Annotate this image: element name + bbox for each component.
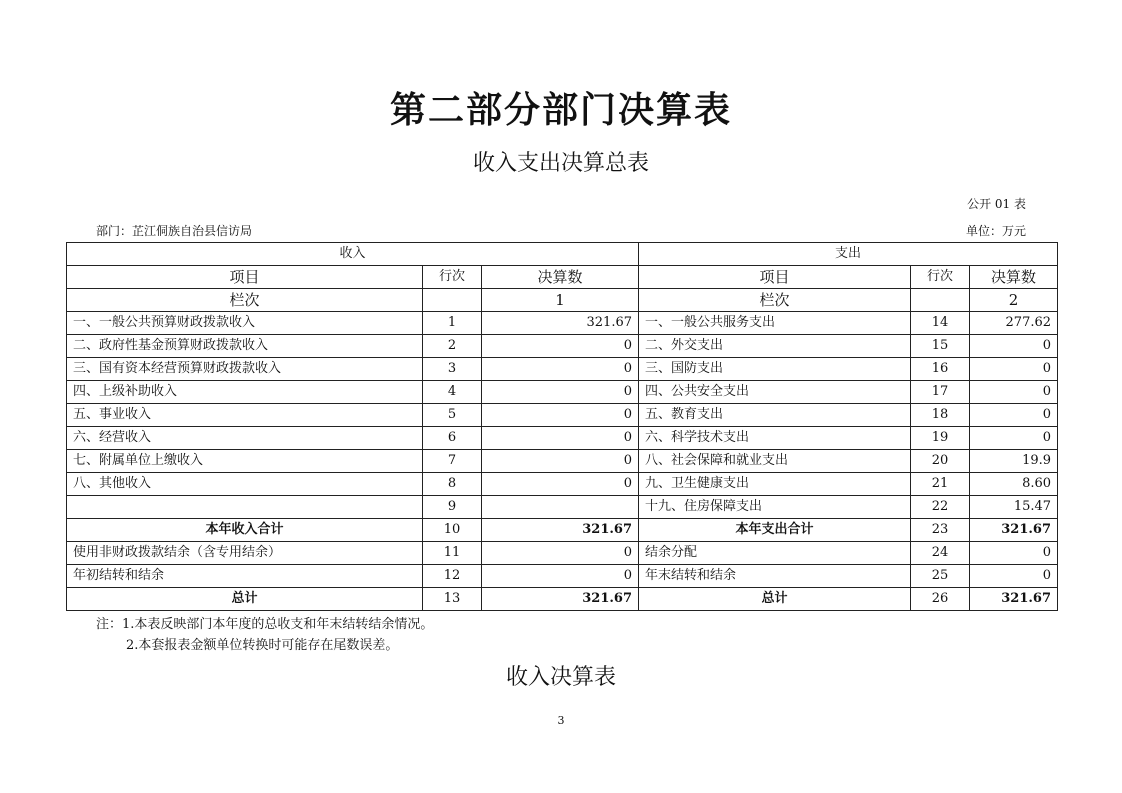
income-line-no: 8 (423, 473, 482, 496)
income-line-no: 12 (423, 565, 482, 588)
expense-item: 结余分配 (639, 542, 911, 565)
table-row (67, 473, 1058, 496)
income-amount: 0 (482, 542, 639, 565)
income-line-no: 5 (423, 404, 482, 427)
expense-amount: 0 (970, 358, 1058, 381)
note-2: 2.本套报表金额单位转换时可能存在尾数误差。 (126, 638, 399, 653)
expense-amount: 15.47 (970, 496, 1058, 519)
next-section-title: 收入决算表 (505, 665, 616, 690)
expense-item: 五、教育支出 (639, 404, 911, 427)
income-item: 总计 (67, 588, 423, 611)
expense-amount: 0 (970, 565, 1058, 588)
income-item: 八、其他收入 (67, 473, 423, 496)
income-line-no: 2 (423, 335, 482, 358)
summary-row (67, 519, 1058, 542)
expense-line-no: 26 (911, 588, 970, 611)
income-item (67, 496, 423, 519)
income-amount: 321.67 (482, 312, 639, 335)
expense-line-no: 24 (911, 542, 970, 565)
expense-amount: 0 (970, 427, 1058, 450)
expense-amount: 19.9 (970, 450, 1058, 473)
expense-line-no: 25 (911, 565, 970, 588)
income-item: 年初结转和结余 (67, 565, 423, 588)
expense-item: 十九、住房保障支出 (639, 496, 911, 519)
note-1: 注：1.本表反映部门本年度的总收支和年末结转结余情况。 (96, 617, 434, 632)
table-row (67, 542, 1058, 565)
expense-amount: 8.60 (970, 473, 1058, 496)
section-header-row (67, 243, 1058, 266)
expense-amount: 0 (970, 335, 1058, 358)
income-amount: 0 (482, 358, 639, 381)
expense-item: 九、卫生健康支出 (639, 473, 911, 496)
expense-item: 八、社会保障和就业支出 (639, 450, 911, 473)
income-line-no: 3 (423, 358, 482, 381)
income-item: 四、上级补助收入 (67, 381, 423, 404)
expense-amount: 321.67 (970, 588, 1058, 611)
income-item: 六、经营收入 (67, 427, 423, 450)
income-line-no: 6 (423, 427, 482, 450)
notes (96, 614, 433, 656)
expense-item: 三、国防支出 (639, 358, 911, 381)
page-title: 第二部分部门决算表 (389, 89, 732, 131)
expense-item: 六、科学技术支出 (639, 427, 911, 450)
income-item: 三、国有资本经营预算财政拨款收入 (67, 358, 423, 381)
income-line-no: 10 (423, 519, 482, 542)
income-amount: 0 (482, 473, 639, 496)
income-item: 本年收入合计 (67, 519, 423, 542)
expense-line-no: 20 (911, 450, 970, 473)
column-index-row (67, 289, 1058, 312)
expense-item-header: 项目 (639, 266, 911, 289)
expense-line-no: 19 (911, 427, 970, 450)
expense-line-header: 行次 (911, 266, 970, 289)
table-row (67, 565, 1058, 588)
expense-header: 支出 (639, 243, 1058, 266)
table-row (67, 427, 1058, 450)
summary-row (67, 588, 1058, 611)
income-amount-header: 决算数 (482, 266, 639, 289)
income-header: 收入 (67, 243, 639, 266)
expense-amount: 0 (970, 404, 1058, 427)
expense-line-no: 22 (911, 496, 970, 519)
income-column-label: 栏次 (67, 289, 423, 312)
expense-item: 四、公共安全支出 (639, 381, 911, 404)
income-amount: 0 (482, 565, 639, 588)
empty-cell (423, 289, 482, 312)
income-item: 一、一般公共预算财政拨款收入 (67, 312, 423, 335)
department-label: 部门：芷江侗族自治县信访局 (96, 224, 253, 238)
income-line-no: 9 (423, 496, 482, 519)
expense-column-index: 2 (970, 289, 1058, 312)
expense-item: 二、外交支出 (639, 335, 911, 358)
income-item: 七、附属单位上缴收入 (67, 450, 423, 473)
income-amount: 0 (482, 450, 639, 473)
income-item: 二、政府性基金预算财政拨款收入 (67, 335, 423, 358)
expense-amount-header: 决算数 (970, 266, 1058, 289)
expense-line-no: 23 (911, 519, 970, 542)
expense-item: 年末结转和结余 (639, 565, 911, 588)
income-item: 五、事业收入 (67, 404, 423, 427)
income-line-no: 1 (423, 312, 482, 335)
expense-column-label: 栏次 (639, 289, 911, 312)
income-amount: 0 (482, 427, 639, 450)
expense-line-no: 15 (911, 335, 970, 358)
income-amount: 0 (482, 381, 639, 404)
table-row (67, 381, 1058, 404)
table-row (67, 450, 1058, 473)
income-amount: 321.67 (482, 519, 639, 542)
income-line-header: 行次 (423, 266, 482, 289)
income-line-no: 7 (423, 450, 482, 473)
income-column-index: 1 (482, 289, 639, 312)
expense-amount: 0 (970, 542, 1058, 565)
expense-line-no: 14 (911, 312, 970, 335)
income-amount: 0 (482, 404, 639, 427)
income-line-no: 11 (423, 542, 482, 565)
income-item: 使用非财政拨款结余（含专用结余） (67, 542, 423, 565)
expense-amount: 277.62 (970, 312, 1058, 335)
column-header-row (67, 266, 1058, 289)
table-row (67, 496, 1058, 519)
expense-amount: 0 (970, 381, 1058, 404)
expense-line-no: 17 (911, 381, 970, 404)
empty-cell (911, 289, 970, 312)
income-amount: 321.67 (482, 588, 639, 611)
expense-item: 本年支出合计 (639, 519, 911, 542)
income-amount (482, 496, 639, 519)
table-row (67, 312, 1058, 335)
income-line-no: 13 (423, 588, 482, 611)
income-expense-table (66, 242, 1058, 611)
table-row (67, 335, 1058, 358)
expense-item: 总计 (639, 588, 911, 611)
unit-label: 单位：万元 (965, 224, 1026, 238)
table-row (67, 404, 1058, 427)
expense-line-no: 18 (911, 404, 970, 427)
income-item-header: 项目 (67, 266, 423, 289)
page-number: 3 (557, 714, 565, 727)
expense-amount: 321.67 (970, 519, 1058, 542)
expense-line-no: 21 (911, 473, 970, 496)
table-row (67, 358, 1058, 381)
expense-line-no: 16 (911, 358, 970, 381)
expense-item: 一、一般公共服务支出 (639, 312, 911, 335)
table-title: 收入支出决算总表 (472, 151, 649, 176)
form-number: 公开 01 表 (967, 197, 1026, 211)
income-line-no: 4 (423, 381, 482, 404)
income-amount: 0 (482, 335, 639, 358)
